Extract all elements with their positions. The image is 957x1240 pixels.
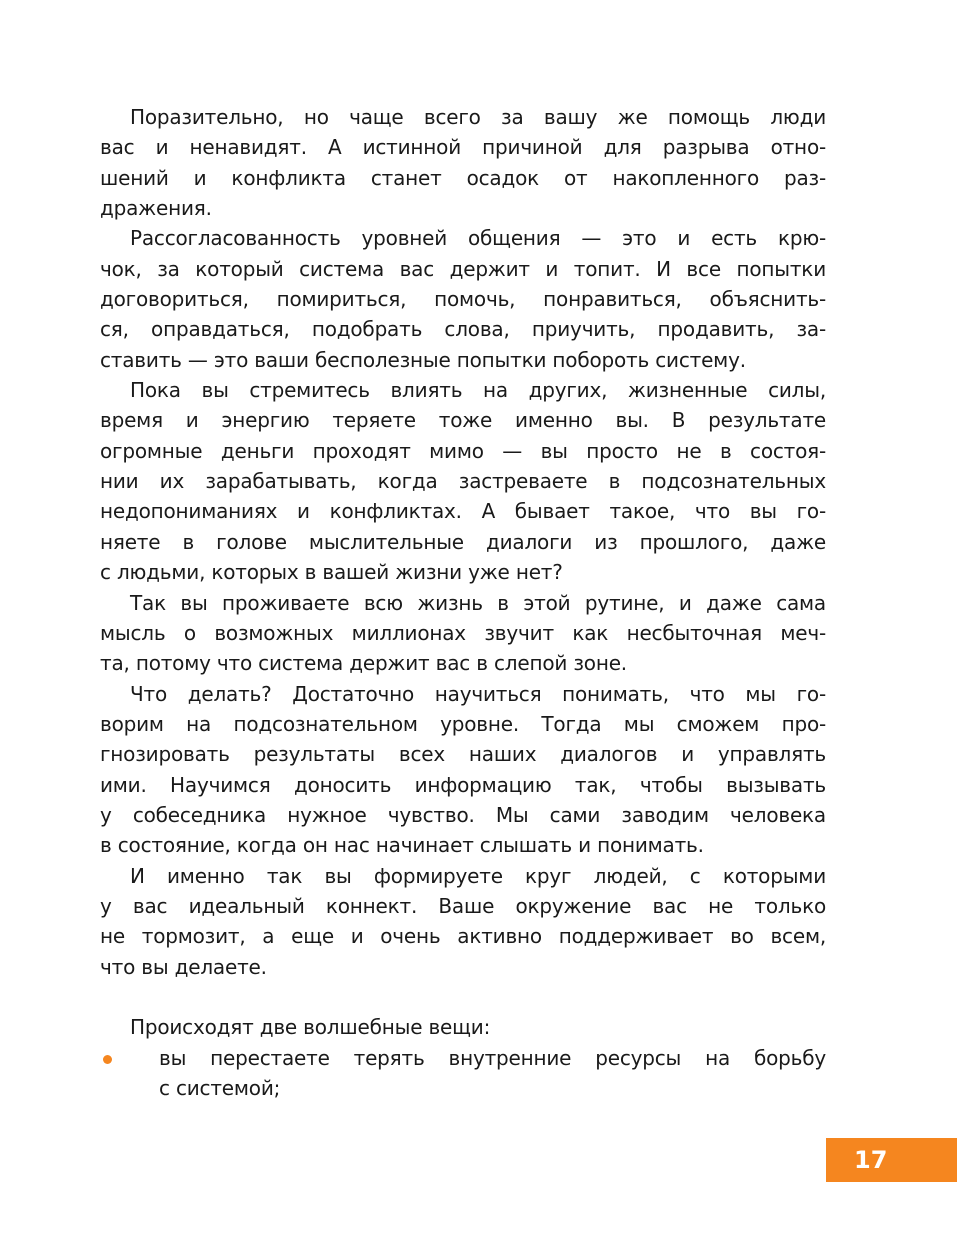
text-line: чок, за который система вас держит и топит. И все попытки <box>100 256 826 281</box>
text-line: Рассогласованность уровней общения — это и есть крю- <box>130 226 826 251</box>
text-line: та, потому что система держит вас в слепой зоне. <box>100 651 627 676</box>
text-line: ими. Научимся доносить информацию так, чтобы вызывать <box>100 772 826 797</box>
text-line: у собеседника нужное чувство. Мы сами заводим человека <box>100 802 826 827</box>
text-line: ворим на подсознательном уровне. Тогда мы сможем про- <box>100 711 826 736</box>
page-number: 17 <box>826 1138 957 1182</box>
text-line: мысль о возможных миллионах звучит как несбыточная меч- <box>100 620 826 645</box>
text-line: ставить — это ваши бесполезные попытки побороть систему. <box>100 347 746 372</box>
paragraph <box>100 375 826 587</box>
text-line: И именно так вы формируете круг людей, с которыми <box>130 863 826 888</box>
text-line: с людьми, которых в вашей жизни уже нет? <box>100 560 563 585</box>
text-line: время и энергию теряете тоже именно вы. В результате <box>100 408 826 433</box>
text-line: дражения. <box>100 196 212 221</box>
text-line: нии их зарабатывать, когда застреваете в подсознательных <box>100 469 826 494</box>
body-text <box>100 102 826 1103</box>
paragraph <box>100 679 826 861</box>
paragraph <box>100 588 826 679</box>
bullet-item <box>100 1043 826 1104</box>
text-line: Так вы проживаете всю жизнь в этой рутине, и даже сама <box>130 590 826 615</box>
spacer <box>100 982 826 1012</box>
text-line: договориться, помириться, помочь, понравиться, объяснить- <box>100 287 826 312</box>
paragraph <box>100 861 826 982</box>
text-line: недопониманиях и конфликтах. А бывает такое, что вы го- <box>100 499 826 524</box>
text-line: вас и ненавидят. А истинной причиной для разрыва отно- <box>100 135 826 160</box>
paragraph <box>100 102 826 223</box>
text-line: вы перестаете терять внутренние ресурсы на борьбу <box>159 1045 826 1070</box>
list-intro: Происходят две волшебные вещи: <box>130 1015 491 1040</box>
text-line: с системой; <box>159 1076 281 1100</box>
text-line: Пока вы стремитесь влиять на других, жизненные силы, <box>130 378 826 403</box>
text-line: няете в голове мыслительные диалоги из прошлого, даже <box>100 529 826 554</box>
text-line: у вас идеальный коннект. Ваше окружение вас не только <box>100 893 826 918</box>
text-line: гнозировать результаты всех наших диалогов и управлять <box>100 742 826 767</box>
text-line: не тормозит, а еще и очень активно поддерживает во всем, <box>100 924 826 949</box>
text-line: Поразительно, но чаще всего за вашу же помощь люди <box>130 105 826 129</box>
text-line: огромные деньги проходят мимо — вы просто не в состоя- <box>100 438 826 463</box>
paragraph <box>100 223 826 375</box>
text-line: ся, оправдаться, подобрать слова, приучить, продавить, за- <box>100 317 826 342</box>
text-line: Что делать? Достаточно научиться понимать, что мы го- <box>130 681 826 706</box>
text-line: шений и конфликта станет осадок от накопленного раз- <box>100 165 826 190</box>
text-line: в состояние, когда он нас начинает слышать и понимать. <box>100 833 704 858</box>
text-line: что вы делаете. <box>100 954 267 979</box>
